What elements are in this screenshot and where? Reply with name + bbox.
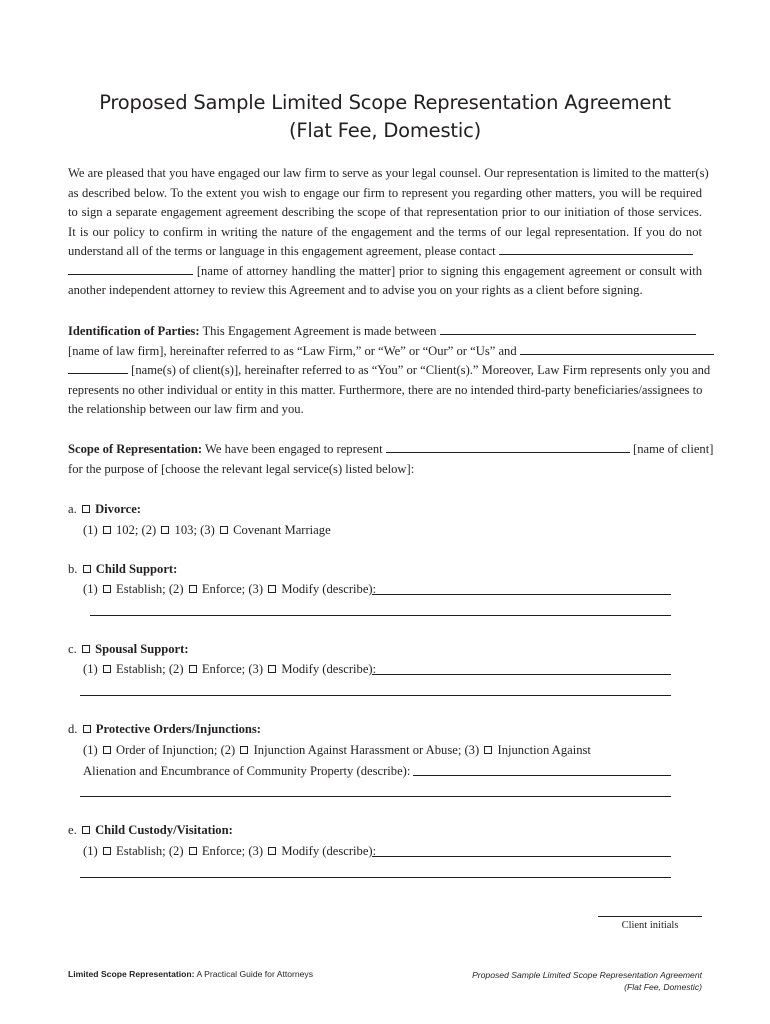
child-support-checkbox[interactable] <box>83 565 91 573</box>
client-name-blank[interactable] <box>520 343 714 355</box>
parties-text: This Engagement Agreement is made between <box>202 324 437 338</box>
option-checkbox[interactable] <box>189 585 197 593</box>
item-heading: Spousal Support: <box>95 642 189 656</box>
scope-line <box>68 440 714 460</box>
option-checkbox[interactable] <box>268 847 276 855</box>
divorce-checkbox[interactable] <box>82 505 90 513</box>
parties-line: the relationship between our law firm and you. <box>68 402 304 416</box>
document-title-line-2: (Flat Fee, Domestic) <box>288 119 482 142</box>
item-child-support-heading <box>68 560 177 579</box>
item-heading: Protective Orders/Injunctions: <box>95 722 261 736</box>
option-number: (1) <box>83 523 98 537</box>
intro-line: another independent attorney to review this Agreement and to advise you on your rights as a client before signing. <box>68 283 643 297</box>
option-checkbox[interactable] <box>103 585 111 593</box>
option-label: Establish; (2) <box>116 844 184 858</box>
option-number: (1) <box>83 662 98 676</box>
intro-line: to sign a separate engagement agreement describing the scope of that representation prior to our initiation of those services. <box>68 205 702 219</box>
option-label: Modify (describe): <box>281 844 377 858</box>
option-number: (1) <box>83 582 98 596</box>
option-label: Order of Injunction; (2) <box>116 743 236 757</box>
option-label: Modify (describe): <box>281 582 377 596</box>
item-letter: b. <box>68 562 78 576</box>
footer-left-bold: Limited Scope Representation: <box>68 969 195 979</box>
option-label: Enforce; (3) <box>201 662 264 676</box>
intro-line <box>68 262 702 282</box>
footer-right-line-1: Proposed Sample Limited Scope Representation Agreement <box>472 970 702 980</box>
client-name-blank-cont[interactable] <box>68 362 128 374</box>
child-custody-checkbox[interactable] <box>82 826 90 834</box>
footer-left <box>68 969 313 979</box>
option-label: Establish; (2) <box>116 582 184 596</box>
describe-blank[interactable] <box>80 796 671 797</box>
scope-paragraph <box>68 440 714 479</box>
item-spousal-support-options <box>83 660 376 679</box>
describe-blank[interactable] <box>80 877 671 878</box>
item-heading: Child Custody/Visitation: <box>95 823 233 837</box>
item-child-support-options <box>83 580 376 599</box>
item-letter: c. <box>68 642 77 656</box>
scope-text: We have been engaged to represent <box>205 442 383 456</box>
item-letter: e. <box>68 823 77 837</box>
document-title-line-1: Proposed Sample Limited Scope Representation Agreement <box>99 91 671 114</box>
option-checkbox[interactable] <box>484 746 492 754</box>
option-checkbox[interactable] <box>240 746 248 754</box>
item-child-custody-options <box>83 842 376 861</box>
parties-line <box>68 361 711 381</box>
option-label: Injunction Against <box>497 743 591 757</box>
option-label: Enforce; (3) <box>201 582 264 596</box>
parties-line <box>68 342 702 362</box>
parties-paragraph <box>68 322 711 420</box>
option-checkbox[interactable] <box>189 847 197 855</box>
attorney-name-blank[interactable] <box>68 263 193 275</box>
option-label: 103; (3) <box>174 523 215 537</box>
parties-text: [name(s) of client(s)], hereinafter referred to as “You” or “Client(s).” Moreover, Law Firm represents only you and <box>131 363 711 377</box>
option-label: Modify (describe): <box>281 662 377 676</box>
represented-client-blank[interactable] <box>386 441 630 453</box>
option-checkbox[interactable] <box>103 526 111 534</box>
item-spousal-support-heading <box>68 640 189 659</box>
footer-right-line-2: (Flat Fee, Domestic) <box>624 982 702 992</box>
item-heading: Child Support: <box>95 562 178 576</box>
parties-heading: Identification of Parties: <box>68 324 200 338</box>
intro-line: We are pleased that you have engaged our law firm to serve as your legal counsel. Our representation is limited to the matter(s) <box>68 166 709 180</box>
option-checkbox[interactable] <box>103 665 111 673</box>
law-firm-name-blank[interactable] <box>440 323 696 335</box>
parties-line: represents no other individual or entity in this matter. Furthermore, there are no intended third-party beneficiaries/assignees to <box>68 382 703 397</box>
footer-left-text: A Practical Guide for Attorneys <box>196 969 314 979</box>
option-checkbox[interactable] <box>161 526 169 534</box>
scope-line: for the purpose of [choose the relevant legal service(s) listed below]: <box>68 461 415 476</box>
item-protective-orders-cont <box>83 762 410 781</box>
option-label: Covenant Marriage <box>233 523 331 537</box>
option-label: 102; (2) <box>116 523 157 537</box>
option-label: Enforce; (3) <box>201 844 264 858</box>
option-checkbox[interactable] <box>268 665 276 673</box>
option-number: (1) <box>83 844 98 858</box>
describe-blank[interactable] <box>372 594 671 595</box>
protective-orders-checkbox[interactable] <box>83 725 91 733</box>
option-label: Alienation and Encumbrance of Community Property (describe): <box>83 764 411 778</box>
item-child-custody-heading <box>68 821 233 840</box>
describe-blank[interactable] <box>372 674 671 675</box>
option-number: (1) <box>83 743 98 757</box>
describe-blank[interactable] <box>90 615 671 616</box>
option-label: Injunction Against Harassment or Abuse; (3) <box>253 743 480 757</box>
intro-line <box>68 242 702 262</box>
describe-blank[interactable] <box>80 695 671 696</box>
option-checkbox[interactable] <box>268 585 276 593</box>
item-letter: a. <box>68 502 77 516</box>
attorney-contact-blank[interactable] <box>499 243 693 255</box>
intro-line: It is our policy to confirm in writing the nature of the engagement and the terms of our legal representation. If you do not <box>68 224 702 239</box>
intro-text: [name of attorney handling the matter] prior to signing this engagement agreement or consult with <box>196 263 702 278</box>
intro-paragraph <box>68 164 709 301</box>
option-label: Establish; (2) <box>116 662 184 676</box>
spousal-support-checkbox[interactable] <box>82 645 90 653</box>
option-checkbox[interactable] <box>103 847 111 855</box>
parties-line <box>68 322 702 342</box>
item-heading: Divorce: <box>95 502 141 516</box>
item-divorce-options <box>83 521 331 540</box>
describe-blank[interactable] <box>372 856 671 857</box>
describe-blank[interactable] <box>413 775 671 776</box>
intro-line: as described below. To the extent you wish to engage our firm to represent you regarding other matters, you will be required <box>68 185 702 200</box>
client-initials-label: Client initials <box>621 920 679 931</box>
parties-text: [name of law firm], hereinafter referred to as “Law Firm,” or “We” or “Our” or “Us” and <box>68 343 517 358</box>
option-checkbox[interactable] <box>103 746 111 754</box>
option-checkbox[interactable] <box>220 526 228 534</box>
option-checkbox[interactable] <box>189 665 197 673</box>
scope-text: [name of client] <box>633 442 714 456</box>
item-protective-orders-heading <box>68 720 261 739</box>
scope-heading: Scope of Representation: <box>68 442 203 456</box>
item-protective-orders-options <box>83 741 591 760</box>
item-letter: d. <box>68 722 78 736</box>
client-initials-field[interactable] <box>598 916 702 917</box>
item-divorce-heading <box>68 500 141 519</box>
intro-text: understand all of the terms or language in this engagement agreement, please contact <box>68 244 496 258</box>
footer-right <box>472 969 702 993</box>
